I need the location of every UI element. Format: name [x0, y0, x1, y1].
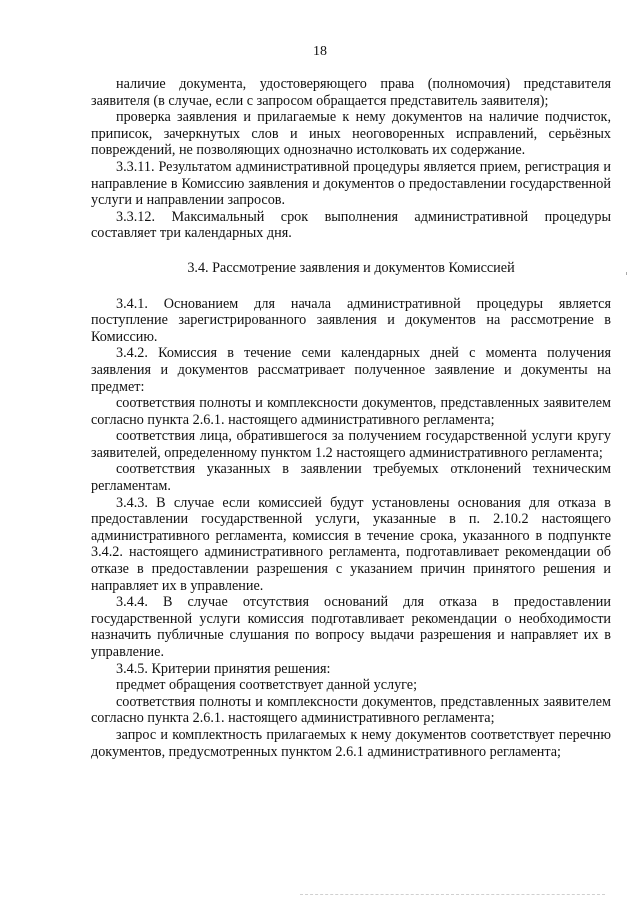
- paragraph-3-3-11: 3.3.11. Результатом административной процедуры является прием, регистрация и направление в Комиссию заявления и документов о предоставлении государственной услуги и направлении запросов.: [91, 158, 611, 209]
- paragraph-3-4-1: 3.4.1. Основанием для начала административной процедуры является поступление зарегистрированного заявления и документов на рассмотрение в Комиссию.: [91, 295, 611, 345]
- paragraph-completeness-check: соответствия полноты и комплексности документов, представленных заявителем согласно пункта 2.6.1. настоящего административного регламента;: [91, 395, 611, 428]
- paragraph-applicant-check: соответствия лица, обратившегося за получением государственной услуги кругу заявителей, определенному пунктом 1.2 настоящего административного регламента;: [91, 428, 611, 461]
- paragraph-3-4-4: 3.4.4. В случае отсутствия оснований для отказа в предоставлении государственной услуги комиссия подготавливает рекомендации о необходимости назначить публичные слушания по вопросу выдачи разрешения и направляет их в управление.: [91, 594, 611, 660]
- paragraph-3-3-12: 3.3.12. Максимальный срок выполнения административной процедуры составляет три календарных дня.: [91, 208, 611, 242]
- paragraph-service-match: предмет обращения соответствует данной услуге;: [116, 677, 418, 694]
- scan-side-mark: [626, 272, 627, 275]
- paragraph-completeness-match: соответствия полноты и комплексности документов, представленных заявителем согласно пункта 2.6.1. настоящего административного регламента;: [91, 693, 611, 727]
- paragraph-request-match: запрос и комплектность прилагаемых к нему документов соответствует перечню документов, предусмотренных пунктом 2.6.1 административного регламента;: [91, 726, 611, 760]
- paragraph-3-4-5: 3.4.5. Критерии принятия решения:: [116, 660, 331, 677]
- page-number: 18: [313, 44, 327, 59]
- document-body: [91, 76, 611, 760]
- section-heading: 3.4. Рассмотрение заявления и документов Комиссией: [187, 259, 515, 276]
- paragraph-3-4-3: 3.4.3. В случае если комиссией будут установлены основания для отказа в предоставлении государственной услуги, указанные в п. 2.10.2 настоящего административного регламента, комиссия в течение срока, указанного в подпункте 3.4.2. настоящего административного регламента, подготавливает рекомендации об отказе в предоставлении разрешения с указанием причин принятого решения и направляет их в управление.: [91, 494, 611, 594]
- paragraph-regulation-check: соответствия указанных в заявлении требуемых отклонений техническим регламентам.: [91, 461, 611, 495]
- paragraph-document-check: проверка заявления и прилагаемые к нему документов на наличие подчисток, приписок, зачеркнутых слов и иных неоговоренных исправлений, серьёзных повреждений, не позволяющих однозначно истолковать их содержание.: [91, 109, 611, 159]
- paragraph-3-4-2: 3.4.2. Комиссия в течение семи календарных дней с момента получения заявления и документов рассматривает полученное заявление и документы на предмет:: [91, 345, 611, 395]
- paragraph-representative-document: наличие документа, удостоверяющего права (полномочия) представителя заявителя (в случае, если с запросом обращается представитель заявителя);: [91, 76, 611, 109]
- scan-bottom-mark: [300, 894, 605, 897]
